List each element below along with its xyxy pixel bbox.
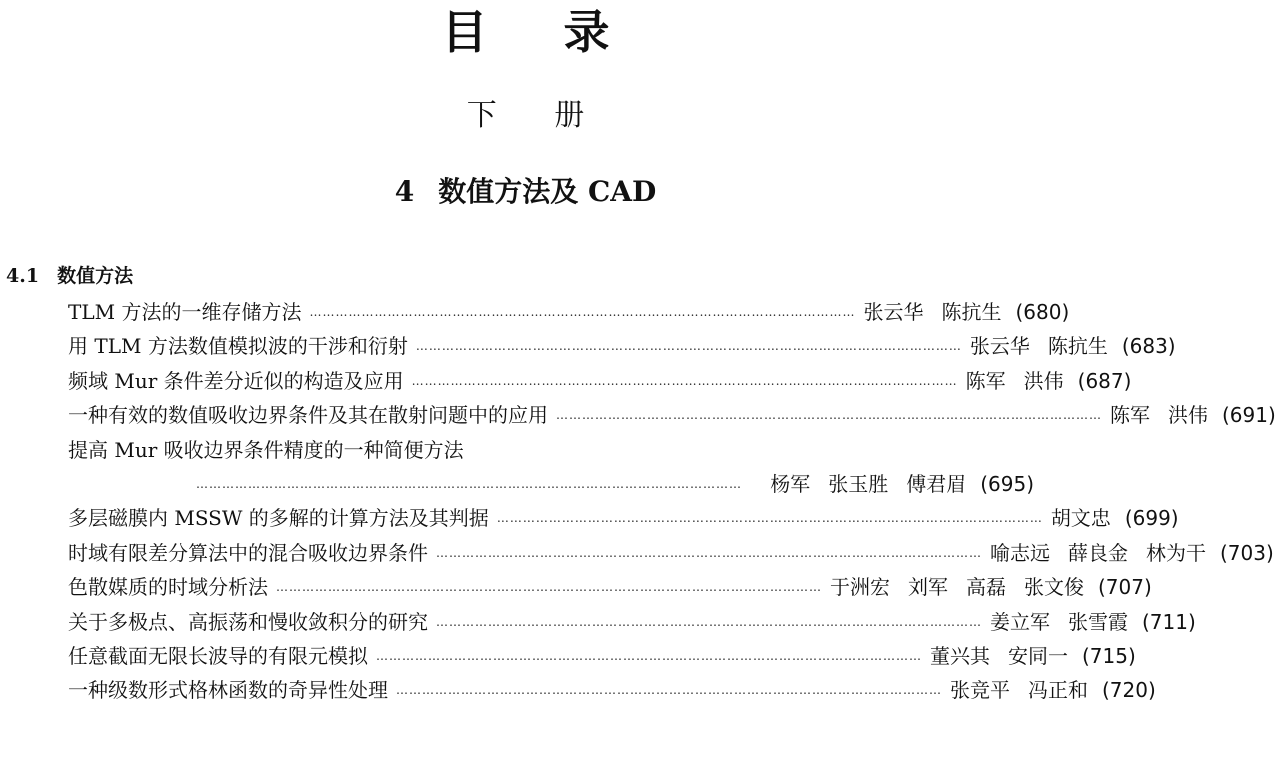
entry-authors <box>990 537 1206 566</box>
entry-authors <box>966 365 1064 394</box>
toc-entry[interactable] <box>68 571 1152 605</box>
entry-title: 色散媒质的时域分析法 <box>68 575 268 600</box>
author-name: 张文俊 <box>1024 575 1084 600</box>
entry-page: (695) <box>980 471 1034 496</box>
entry-page: (703) <box>1220 540 1274 565</box>
section-heading <box>6 263 133 289</box>
author-name: 张雪霞 <box>1068 609 1128 634</box>
dot-leader: ……………………………………………………………………………………………………………… <box>396 683 942 698</box>
chapter-title: 数值方法及 CAD <box>438 175 657 208</box>
entry-page: (680) <box>1015 300 1070 324</box>
entry-title: 时域有限差分算法中的混合吸收边界条件 <box>68 540 428 565</box>
entry-title: 任意截面无限长波导的有限元模拟 <box>68 643 368 668</box>
author-name: 胡文忠 <box>1050 506 1111 531</box>
entry-page: (699) <box>1124 506 1179 531</box>
author-name: 陈抗生 <box>1047 334 1108 359</box>
dot-leader: ……………………………………………………………………………………………………………… <box>436 614 982 629</box>
entry-page: (715) <box>1082 643 1136 668</box>
entry-page: (683) <box>1121 334 1176 359</box>
section-title: 数值方法 <box>57 265 134 287</box>
toc-entry[interactable] <box>68 674 1156 708</box>
author-name: 陈抗生 <box>941 300 1002 324</box>
page-title: 目 录 <box>441 5 640 59</box>
toc-entry[interactable] <box>68 537 1274 571</box>
entry-authors <box>863 296 1001 325</box>
chapter-heading <box>0 172 1051 212</box>
toc-list <box>68 296 1276 709</box>
author-name: 张云华 <box>863 300 924 324</box>
author-name: 洪伟 <box>1168 403 1208 428</box>
author-name: 陈军 <box>965 368 1006 393</box>
toc-entry-continuation[interactable] <box>68 468 1034 502</box>
toc-entry[interactable] <box>68 296 1070 330</box>
dot-leader: ……………………………………………………………………………………………………………… <box>376 648 922 663</box>
entry-authors <box>970 330 1108 359</box>
chapter-number: 4 <box>394 175 415 208</box>
entry-title: 一种级数形式格林函数的奇异性处理 <box>68 678 388 703</box>
entry-page: (707) <box>1098 575 1152 600</box>
entry-title: 用 TLM 方法数值模拟波的干涉和衍射 <box>68 334 408 359</box>
entry-title: TLM 方法的一维存储方法 <box>68 300 302 324</box>
entry-authors <box>770 468 966 497</box>
entry-authors <box>990 606 1128 635</box>
entry-page: (691) <box>1222 403 1276 428</box>
author-name: 张云华 <box>969 334 1030 359</box>
author-name: 刘军 <box>908 575 948 600</box>
dot-leader: ……………………………………………………………………………………………………………… <box>415 339 962 354</box>
author-name: 张竞平 <box>950 678 1010 703</box>
entry-title: 提高 Mur 吸收边界条件精度的一种简便方法 <box>68 437 464 462</box>
author-name: 傅君眉 <box>906 471 967 496</box>
toc-entry[interactable] <box>68 399 1276 433</box>
volume-subtitle: 下 册 <box>466 98 609 133</box>
author-name: 姜立军 <box>990 609 1050 634</box>
author-name: 冯正和 <box>1028 678 1088 703</box>
entry-page: (687) <box>1077 368 1132 393</box>
entry-title: 关于多极点、高振荡和慢收敛积分的研究 <box>68 609 428 634</box>
author-name: 林为干 <box>1146 540 1206 565</box>
author-name: 喻志远 <box>990 540 1050 565</box>
author-name: 董兴其 <box>930 643 990 668</box>
author-name: 杨军 <box>770 471 811 496</box>
dot-leader: ……………………………………………………………………………………………………………… <box>309 305 856 319</box>
entry-authors <box>1110 399 1208 428</box>
dot-leader: ……………………………………………………………………………………………………………… <box>196 476 742 491</box>
dot-leader: ……………………………………………………………………………………………………………… <box>436 545 982 560</box>
author-name: 陈军 <box>1110 403 1150 428</box>
entry-authors <box>950 674 1088 703</box>
entry-title: 多层磁膜内 MSSW 的多解的计算方法及其判据 <box>68 506 489 531</box>
toc-entry[interactable] <box>68 640 1136 674</box>
entry-page: (711) <box>1142 609 1196 634</box>
author-name: 张玉胜 <box>828 471 889 496</box>
entry-authors <box>930 640 1068 669</box>
dot-leader: ……………………………………………………………………………………………………………… <box>411 373 958 388</box>
toc-entry[interactable] <box>68 434 1034 468</box>
toc-entry[interactable] <box>68 330 1176 364</box>
section-number: 4.1 <box>6 265 40 287</box>
entry-title: 一种有效的数值吸收边界条件及其在散射问题中的应用 <box>68 403 548 428</box>
toc-entry[interactable] <box>68 502 1179 536</box>
author-name: 洪伟 <box>1023 368 1064 393</box>
entry-title: 频域 Mur 条件差分近似的构造及应用 <box>68 368 404 393</box>
author-name: 于洲宏 <box>830 575 890 600</box>
author-name: 薛良金 <box>1068 540 1128 565</box>
toc-entry[interactable] <box>68 365 1132 399</box>
entry-authors <box>830 571 1084 600</box>
dot-leader: ……………………………………………………………………………………………………………… <box>276 580 822 595</box>
toc-entry[interactable] <box>68 606 1196 640</box>
entry-page: (720) <box>1102 678 1156 703</box>
dot-leader: ……………………………………………………………………………………………………………… <box>556 408 1102 423</box>
dot-leader: ……………………………………………………………………………………………………………… <box>496 511 1043 526</box>
entry-authors <box>1051 502 1111 531</box>
author-name: 安同一 <box>1008 643 1068 668</box>
author-name: 高磊 <box>966 575 1006 600</box>
